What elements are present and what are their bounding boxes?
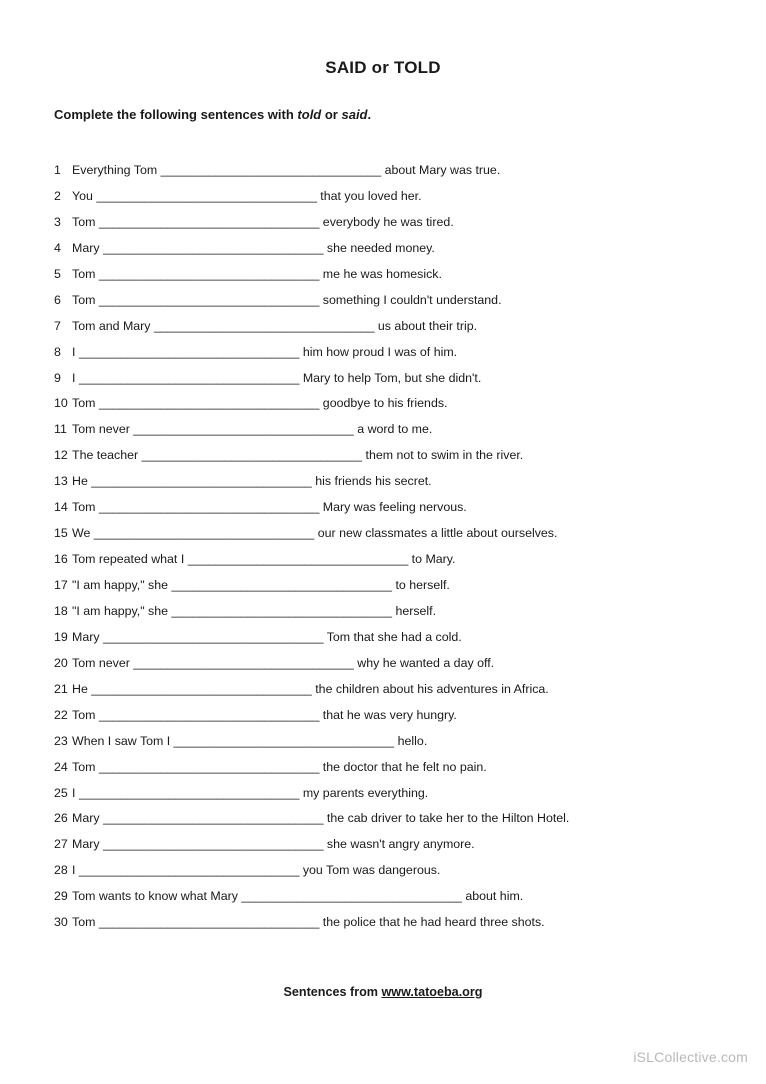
sentence-row bbox=[54, 392, 734, 418]
sentence-number: 20 bbox=[54, 655, 68, 670]
sentence-number: 13 bbox=[54, 474, 68, 489]
sentence-row bbox=[54, 756, 734, 782]
sentence-row bbox=[54, 678, 734, 704]
sentence-text: Tom ________________________________ the doctor that he felt no pain. bbox=[72, 759, 487, 774]
sentence-number: 24 bbox=[54, 759, 68, 774]
sentence-text: When I saw Tom I ________________________________ hello. bbox=[72, 733, 428, 748]
sentence-number: 30 bbox=[54, 915, 68, 930]
sentence-row bbox=[54, 263, 734, 289]
sentence-row bbox=[54, 600, 734, 626]
sentence-text: Mary ________________________________ she needed money. bbox=[72, 240, 435, 255]
sentence-row bbox=[54, 652, 734, 678]
sentence-number: 29 bbox=[54, 889, 68, 904]
sentence-text: Tom ________________________________ that he was very hungry. bbox=[72, 707, 457, 722]
instruction-suffix: . bbox=[367, 107, 372, 122]
sentence-row bbox=[54, 911, 734, 937]
footer-credit bbox=[0, 985, 766, 999]
islcollective-watermark: iSLCollective.com bbox=[633, 1049, 748, 1065]
sentence-number: 19 bbox=[54, 629, 68, 644]
instruction-text bbox=[54, 107, 371, 122]
sentence-text: Tom repeated what I ________________________________ to Mary. bbox=[72, 552, 456, 567]
sentence-row bbox=[54, 833, 734, 859]
sentence-row bbox=[54, 885, 734, 911]
sentence-number: 10 bbox=[54, 396, 68, 411]
footer-prefix: Sentences from bbox=[283, 985, 382, 999]
sentence-row bbox=[54, 859, 734, 885]
sentence-row bbox=[54, 470, 734, 496]
page-title: SAID or TOLD bbox=[325, 58, 441, 77]
instruction-prefix: Complete the following sentences with bbox=[54, 107, 298, 122]
sentence-row bbox=[54, 211, 734, 237]
sentence-text: Tom never ________________________________ a word to me. bbox=[72, 422, 433, 437]
sentence-row bbox=[54, 704, 734, 730]
sentence-text: Tom ________________________________ goodbye to his friends. bbox=[72, 396, 448, 411]
sentence-text: I ________________________________ my parents everything. bbox=[72, 785, 429, 800]
sentence-text: I ________________________________ you Tom was dangerous. bbox=[72, 863, 441, 878]
sentence-text: He ________________________________ the children about his adventures in Africa. bbox=[72, 681, 549, 696]
instruction-option-said: said bbox=[341, 107, 368, 122]
sentence-row bbox=[54, 496, 734, 522]
sentence-row bbox=[54, 522, 734, 548]
sentence-number: 23 bbox=[54, 733, 68, 748]
sentence-text: He ________________________________ his friends his secret. bbox=[72, 474, 432, 489]
sentence-row bbox=[54, 782, 734, 808]
sentence-row bbox=[54, 185, 734, 211]
sentence-number: 9 bbox=[54, 370, 61, 385]
tatoeba-link[interactable]: www.tatoeba.org bbox=[381, 985, 483, 999]
sentence-list bbox=[54, 159, 734, 937]
sentence-number: 28 bbox=[54, 863, 68, 878]
sentence-row bbox=[54, 237, 734, 263]
sentence-text: Tom ________________________________ the police that he had heard three shots. bbox=[72, 915, 545, 930]
sentence-text: Tom wants to know what Mary ________________________________ about him. bbox=[72, 889, 524, 904]
sentence-text: Tom ________________________________ Mary was feeling nervous. bbox=[72, 500, 467, 515]
sentence-row bbox=[54, 341, 734, 367]
sentence-text: Tom and Mary ________________________________ us about their trip. bbox=[72, 318, 478, 333]
sentence-row bbox=[54, 626, 734, 652]
sentence-row bbox=[54, 367, 734, 393]
sentence-number: 21 bbox=[54, 681, 68, 696]
sentence-number: 15 bbox=[54, 526, 68, 541]
sentence-row bbox=[54, 548, 734, 574]
sentence-text: Tom ________________________________ something I couldn't understand. bbox=[72, 292, 502, 307]
sentence-text: "I am happy," she ________________________________ herself. bbox=[72, 603, 437, 618]
sentence-row bbox=[54, 315, 734, 341]
sentence-number: 11 bbox=[54, 422, 67, 437]
sentence-number: 12 bbox=[54, 448, 68, 463]
sentence-text: Tom ________________________________ me he was homesick. bbox=[72, 266, 442, 281]
sentence-text: We ________________________________ our new classmates a little about ourselves. bbox=[72, 526, 558, 541]
sentence-row bbox=[54, 444, 734, 470]
sentence-text: Mary ________________________________ Tom that she had a cold. bbox=[72, 629, 462, 644]
sentence-number: 5 bbox=[54, 266, 61, 281]
sentence-row bbox=[54, 159, 734, 185]
sentence-number: 7 bbox=[54, 318, 61, 333]
sentence-text: I ________________________________ him how proud I was of him. bbox=[72, 344, 458, 359]
sentence-text: I ________________________________ Mary to help Tom, but she didn't. bbox=[72, 370, 482, 385]
sentence-number: 26 bbox=[54, 811, 68, 826]
sentence-number: 8 bbox=[54, 344, 61, 359]
sentence-row bbox=[54, 730, 734, 756]
sentence-row bbox=[54, 807, 734, 833]
sentence-number: 18 bbox=[54, 603, 68, 618]
sentence-text: The teacher ________________________________ them not to swim in the river. bbox=[72, 448, 524, 463]
sentence-number: 3 bbox=[54, 214, 61, 229]
sentence-number: 1 bbox=[54, 163, 61, 177]
sentence-number: 25 bbox=[54, 785, 68, 800]
sentence-number: 6 bbox=[54, 292, 61, 307]
sentence-number: 17 bbox=[54, 578, 68, 592]
sentence-text: Tom ________________________________ everybody he was tired. bbox=[72, 214, 454, 229]
sentence-row bbox=[54, 574, 734, 600]
instruction-option-told: told bbox=[297, 107, 322, 122]
sentence-row bbox=[54, 289, 734, 315]
sentence-number: 4 bbox=[54, 240, 61, 255]
sentence-number: 2 bbox=[54, 188, 61, 203]
sentence-text: Mary ________________________________ the cab driver to take her to the Hilton Hotel. bbox=[72, 811, 570, 826]
sentence-number: 22 bbox=[54, 707, 68, 722]
sentence-number: 16 bbox=[54, 552, 68, 567]
sentence-text: Everything Tom ________________________________ about Mary was true. bbox=[72, 163, 501, 177]
instruction-middle: or bbox=[321, 107, 342, 122]
sentence-text: Mary ________________________________ she wasn't angry anymore. bbox=[72, 837, 475, 852]
sentence-number: 27 bbox=[54, 837, 68, 852]
sentence-row bbox=[54, 418, 734, 444]
sentence-text: You ________________________________ that you loved her. bbox=[72, 188, 422, 203]
sentence-text: Tom never ________________________________ why he wanted a day off. bbox=[72, 655, 495, 670]
sentence-number: 14 bbox=[54, 500, 68, 515]
sentence-text: "I am happy," she ________________________________ to herself. bbox=[72, 578, 450, 592]
